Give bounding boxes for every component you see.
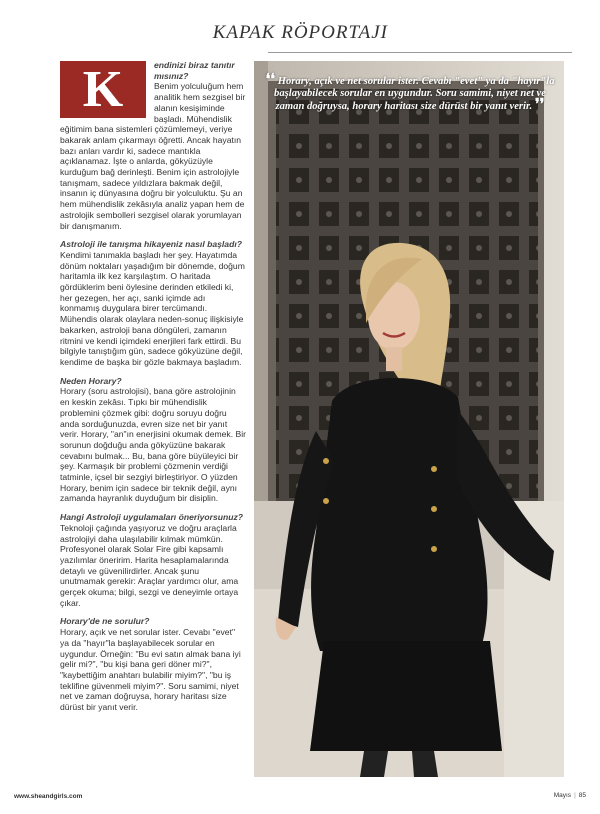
footer-url[interactable]: www.sheandgirls.com — [14, 793, 83, 800]
pull-quote — [262, 72, 558, 113]
answer-4: Teknoloji çağında yaşıyoruz ve doğru araçlarla astrolojiyi daha ulaşılabilir kılmak mümkün. Profesyonel olarak Solar Fire gibi kapsamlı yazılımlar öneririm. Harita hesaplamalarında detaylı ve güvenilirdirler. Ancak şunu unutmamak gerekir: Araçlar yardımcı olur, ama gerçek okuma; bilgi, sezgi ve deneyimle ortaya çıkar. — [60, 522, 239, 608]
close-quote-icon: ❜❜ — [534, 96, 545, 113]
question-2: Astroloji ile tanışma hikayeniz nasıl başladı? — [60, 239, 242, 250]
section-title: KAPAK RÖPORTAJI — [212, 22, 388, 43]
answer-2: Kendimi tanımakla başladı her şey. Hayatımda dönüm noktaları yaşadığım bir dönemde, doğum haritamla ilk kez karşılaştım. O haritada gördüklerim beni öylesine derinden etkiledi ki, her gezegen, her açı, sanki içimde adı konmamış duygulara birer tercümandı. Mühendis olarak olaylara neden-sonuç ilişkisiyle bakarken, astroloji bana döngüleri, zamanın ritmini ve kendi içimdeki enerjileri fark ettirdi. Bu bilgiyle tanıştığım gün, sadece gökyüzüne değil, kendime de başka bir gözle bakmaya başladım. — [60, 249, 245, 367]
dropcap-letter: K — [60, 61, 146, 118]
footer-page-info — [554, 792, 586, 799]
question-5: Horary'de ne sorulur? — [60, 616, 150, 627]
article-column — [60, 60, 246, 713]
question-1: endinizi biraz tanıtır mısınız? — [154, 60, 235, 81]
answer-1: Benim yolculuğum hem analitik hem sezgisel bir alanın kesişiminde başladı. Mühendislik eğitimim bana sistemleri çözümlemeyi, veriye bakarak anlam çıkarmayı öğretti. Ancak hayatın bazı anları vardır ki, sadece mantıkla açıklanamaz. İşte o anlarda, gökyüzüyle kurduğum bağ derinleşti. Benim için astrolojiyle tanışmam, sadece yıldızlara bakmak değil, insanın iç dünyasına doğru bir yolculuktu. Şu an hem mühendislik zekâsıyla analiz yapan hem de astrolojik sembolleri sezgisel olarak yorumlayan bir danışmanım. — [60, 81, 246, 231]
portrait-illustration — [254, 61, 564, 777]
question-3: Neden Horary? — [60, 375, 122, 386]
question-4: Hangi Astroloji uygulamaları öneriyorsunuz? — [60, 512, 244, 523]
footer-month: Mayıs — [553, 792, 572, 799]
section-rule — [268, 52, 572, 53]
footer-page-number: 85 — [578, 792, 586, 799]
answer-3: Horary (soru astrolojisi), bana göre astrolojinin en keskin zekâsı. Tıpkı bir mühendislik problemini çözmek gibi: doğru soruyu doğru anda sorduğunuzda, evren size net bir yanıt verir. Horary, "an"ın enerjisini okumak demek. Bir sorunun doğduğu anda gökyüzüne bakarak cevabını bulmak... Bu, bana göre büyüleyici bir şey. Karmaşık bir problemi çözmenin verdiği tatminle, içsel bir sezgiyi birleştiriyor. O yüzden Horary, benim için sadece bir teknik değil, aynı zamanda hayranlık duyduğum bir disiplin. — [60, 386, 246, 504]
footer-separator: | — [574, 792, 576, 799]
answer-5: Horary, açık ve net sorular ister. Cevabı "evet" ya da "hayır"la başlayabilecek sorular en uygundur. Örneğin: "Bu evi satın almak bana iyi gelir mi?", "bu kişi bana geri döner mi?", "kaybettiğim anahtarı bulabilir miyim?", "bu iş teklifine güvenmeli miyim?". Soru samimi, niyet net ve zaman doğruysa, horary haritası size dürüst bir yanıt verir. — [60, 627, 241, 713]
cover-photo — [254, 61, 564, 777]
open-quote-icon: ❛❛ — [265, 72, 276, 88]
pull-quote-text: Horary, açık ve net sorular ister. Cevabı "evet" ya da "hayır"la başlayabilecek sorular en uygundur. Soru samimi, niyet net ve zaman doğruysa, horary haritası size dürüst bir yanıt verir. — [274, 76, 555, 112]
